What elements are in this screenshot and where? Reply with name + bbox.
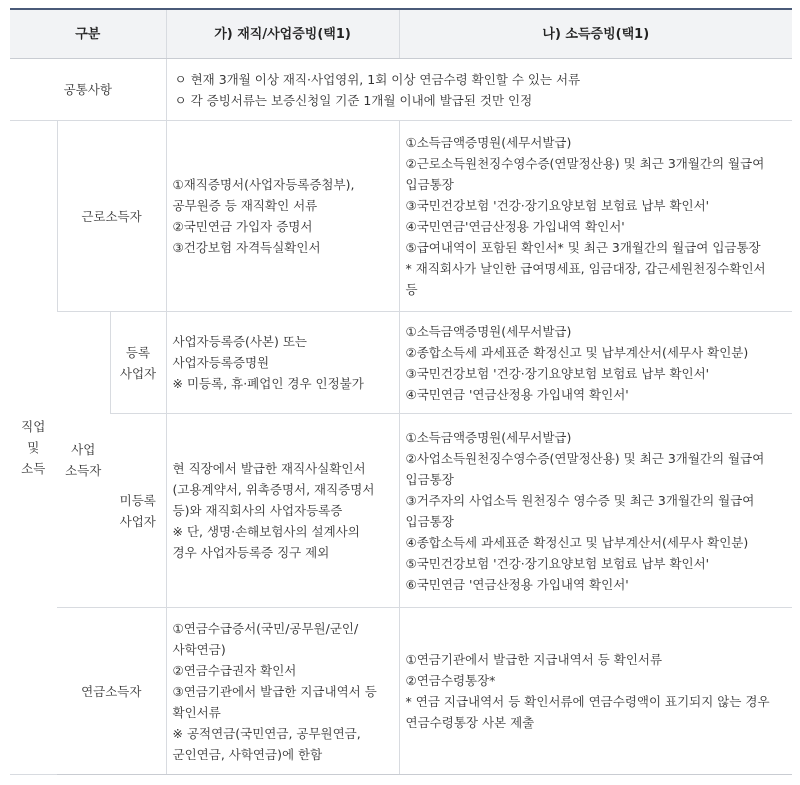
pension-income-label: 연금소득자 [57, 608, 166, 775]
earned-employment-docs: ①재직증명서(사업자등록증첨부), 공무원증 등 재직확인 서류 ②국민연금 가입자 증명서 ③건강보험 자격득실확인서 [166, 121, 399, 312]
table-row-registered-business [10, 312, 792, 414]
group-label-job-income: 직업 및 소득 [10, 121, 57, 775]
unregistered-employment-docs: 현 직장에서 발급한 재직사실확인서 (고용계약서, 위촉증명서, 재직증명서 등)와 재직회사의 사업자등록증 ※ 단, 생명·손해보험사의 설계사의 경우 사업자등록증 징구 제외 [166, 414, 399, 608]
common-content [166, 59, 792, 121]
earned-income-docs: ①소득금액증명원(세무서발급) ②근로소득원천징수영수증(연말정산용) 및 최근 3개월간의 월급여 입금통장 ③국민건강보험 '건강·장기요양보험 보험료 납부 확인서' ④국민연금'연금산정용 가입내역 확인서' ⑤급여내역이 포함된 확인서* 및 최근 3개월간의 월급여 입금통장 * 재직회사가 날인한 급여명세표, 임금대장, 갑근세원천징수확인서 등 [399, 121, 792, 312]
common-line: ㅇ 각 증빙서류는 보증신청일 기준 1개월 이내에 발급된 것만 인정 [174, 92, 533, 108]
registered-business-label: 등록 사업자 [110, 312, 166, 414]
registered-income-docs: ①소득금액증명원(세무서발급) ②종합소득세 과세표준 확정신고 및 납부계산서(세무사 확인분) ③국민건강보험 '건강·장기요양보험 보험료 납부 확인서' ④국민연금 '연금산정용 가입내역 확인서' [399, 312, 792, 414]
business-income-label: 사업 소득자 [57, 312, 110, 608]
table-row-earned-income [10, 121, 792, 312]
pension-employment-docs: ①연금수급증서(국민/공무원/군인/ 사학연금) ②연금수급권자 확인서 ③연금기관에서 발급한 지급내역서 등 확인서류 ※ 공적연금(국민연금, 공무원연금, 군인연금, 사학연금)에 한함 [166, 608, 399, 775]
unregistered-income-docs: ①소득금액증명원(세무서발급) ②사업소득원천징수영수증(연말정산용) 및 최근 3개월간의 월급여 입금통장 ③거주자의 사업소득 원천징수 영수증 및 최근 3개월간의 월급여 입금통장 ④종합소득세 과세표준 확정신고 및 납부계산서(세무사 확인분) ⑤국민건강보험 '건강·장기요양보험 보험료 납부 확인서' ⑥국민연금 '연금산정용 가입내역 확인서' [399, 414, 792, 608]
unregistered-business-label: 미등록 사업자 [110, 414, 166, 608]
pension-income-docs: ①연금기관에서 발급한 지급내역서 등 확인서류 ②연금수령통장* * 연금 지급내역서 등 확인서류에 연금수령액이 표기되지 않는 경우 연금수령통장 사본 제출 [399, 608, 792, 775]
header-employment-proof: 가) 재직/사업증빙(택1) [166, 9, 399, 59]
header-category: 구분 [10, 9, 166, 59]
header-income-proof: 나) 소득증빙(택1) [399, 9, 792, 59]
common-label: 공통사항 [10, 59, 166, 121]
table-row-pension-income [10, 608, 792, 775]
table-header-row [10, 9, 792, 59]
earned-income-label: 근로소득자 [57, 121, 166, 312]
table-row-unregistered-business [10, 414, 792, 608]
registered-employment-docs: 사업자등록증(사본) 또는 사업자등록증명원 ※ 미등록, 휴·폐업인 경우 인정불가 [166, 312, 399, 414]
table-row-common [10, 59, 792, 121]
common-line: ㅇ 현재 3개월 이상 재직·사업영위, 1회 이상 연금수령 확인할 수 있는 서류 [174, 71, 581, 87]
proof-documents-table [10, 8, 792, 775]
proof-documents-table-container [10, 8, 792, 775]
